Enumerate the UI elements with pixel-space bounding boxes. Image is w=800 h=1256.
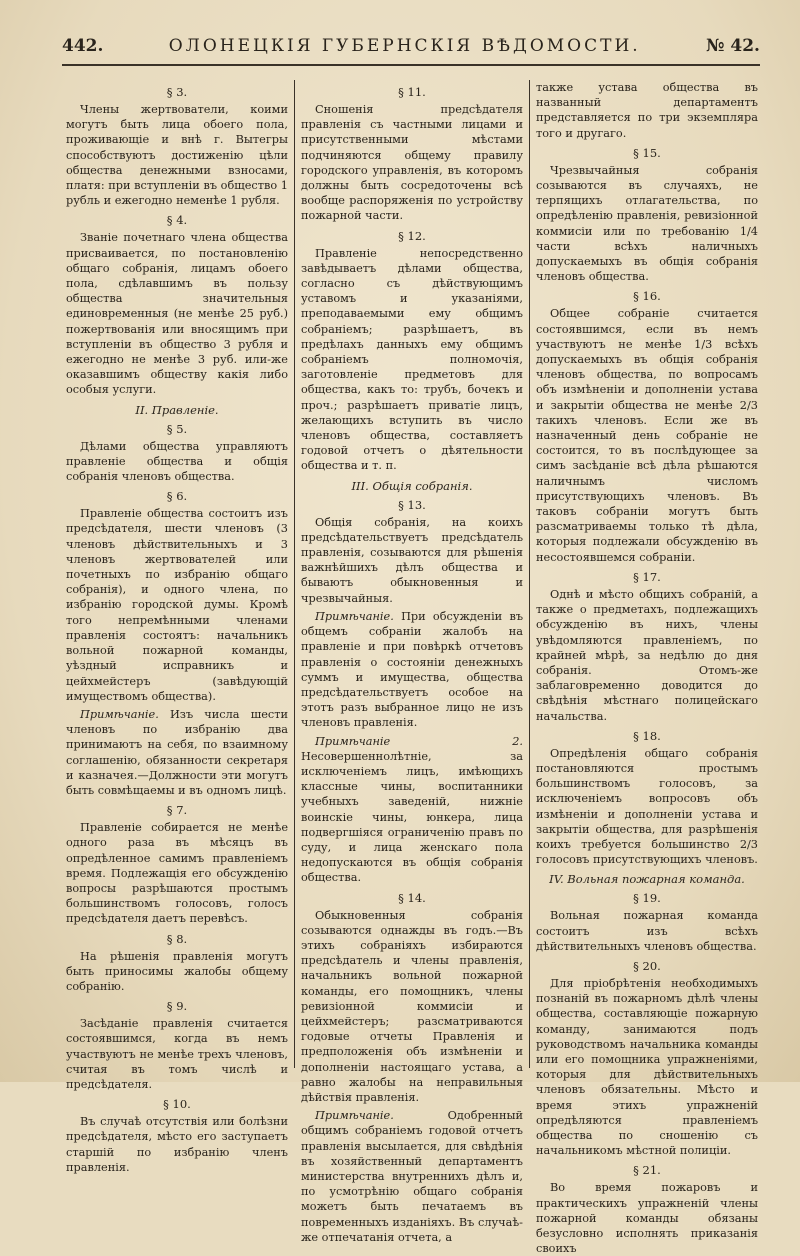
column-2	[294, 80, 529, 1244]
section-number: § 9.	[166, 999, 188, 1014]
paragraph: Въ случаѣ отсутствія или болѣзни предсѣдателя, мѣсто его заступаетъ старшій по избранію членъ правленія.	[66, 1115, 288, 1174]
paragraph: Правленіе общества состоитъ изъ предсѣдателя, шести членовъ (3 членовъ дѣйствительныхъ и 3 членовъ жертвователей или почетныхъ по избранію общаго собранія), и одного члена, по избранію городской думы. Кромѣ того непремѣнными членами правленія состоятъ: начальникъ вольной пожарной команды, уѣздный исправникъ и цейхмейстеръ (завѣдующій имуществомъ общества).	[66, 507, 288, 703]
note-text: Несовершеннолѣтніе, за исключеніемъ лицъ, имѣющихъ классные чины, воспитанники учебныхъ заведеній, нижніе воинскіе чины, юнкера, лица подвергшіяся ограниченію правъ по суду, и лица женскаго пола недопускаются въ общія собранія общества.	[301, 749, 523, 885]
paragraph: Правленіе собирается не менѣе одного раза въ мѣсяцъ въ опредѣленное самимъ правленіемъ время. Подлежащія его обсужденію вопросы разрѣшаются простымъ большинствомъ голосовъ, голосъ предсѣдателя даетъ перевѣсъ.	[66, 821, 288, 926]
paragraph: Званіе почетнаго члена общества присваивается, по постановленію общаго собранія, лицамъ обоего пола, сдѣлавшимъ въ пользу общества значительныя единовременныя (не менѣе 25 руб.) пожертвованія или вносящимъ при вступленіи въ общество 3 рубля и ежегодно не менѣе 3 руб. или-же оказавшимъ обществу какія либо особыя услуги.	[66, 231, 288, 397]
note-text: Изъ числа шести членовъ по избранію два принимаютъ на себя, по взаимному соглашенію, обязанности секретаря и казначея.—Должности эти могутъ быть совмѣщаемы и въ одномъ лицѣ.	[66, 707, 288, 797]
paragraph-continued: также устава общества въ названный департаментъ представляется по три экземпляра того и другаго.	[536, 81, 758, 140]
section-number: § 19.	[633, 891, 661, 906]
issue-number: № 42.	[706, 36, 760, 56]
note-label: Примѣчаніе 2.	[315, 734, 523, 748]
paragraph: Засѣданіе правленія считается состоявшимся, когда въ немъ участвуютъ не менѣе трехъ членовъ, считая въ томъ числѣ и предсѣдателя.	[66, 1017, 288, 1091]
paragraph: Для пріобрѣтенія необходимыхъ познаній въ пожарномъ дѣлѣ члены общества, составляющіе пожарную команду, занимаются подъ руководствомъ начальника команды или его помощника упражненіями, которыя для дѣйствительныхъ членовъ обязательны. Мѣсто и время этихъ упражненій опредѣляются правленіемъ общества по сношенію съ начальникомъ мѣстной полиціи.	[536, 976, 758, 1158]
paragraph: Опредѣленія общаго собранія постановляются простымъ большинствомъ голосовъ, за исключеніемъ вопросовъ объ измѣненіи и дополненіи устава и закрытіи общества, для разрѣшенія коихъ требуется большинство 2/3 голосовъ присутствующихъ членовъ.	[536, 746, 758, 867]
page-number: 442.	[62, 36, 104, 56]
note-text: При обсужденіи въ общемъ собраніи жалобъ на правленіе и при повѣркѣ отчетовъ правленія о состояніи денежныхъ суммъ и имущества, общества предсѣдательствуетъ особое на этотъ разъ выбранное лицо не изъ членовъ правленія.	[301, 609, 524, 730]
section-number: § 4.	[166, 213, 188, 228]
newspaper-title: ОЛОНЕЦКІЯ ГУБЕРНСКІЯ ВѢДОМОСТИ.	[168, 36, 641, 56]
paragraph: На рѣшенія правленія могутъ быть приносимы жалобы общему собранію.	[66, 949, 288, 993]
note-label: Примѣчаніе.	[80, 707, 159, 721]
section-number: § 13.	[398, 497, 426, 512]
note-label: Примѣчаніе.	[315, 1109, 394, 1123]
section-number: § 7.	[166, 803, 188, 818]
note-paragraph	[301, 734, 523, 886]
note-paragraph	[301, 609, 523, 731]
section-number: § 15.	[633, 145, 661, 160]
text-columns	[60, 80, 764, 1256]
section-number: § 10.	[163, 1097, 191, 1112]
paragraph: Обыкновенныя собранія созываются однажды въ годъ.—Въ этихъ собраніяхъ избираются предсѣдатель и члены правленія, начальникъ вольной пожарной команды, его помощникъ, члены ревизіонной коммисіи и цейхмейстеръ; разсматриваются годовые отчеты Правленія и предположенія объ измѣненіи и дополненіи настоящаго устава, а равно жалобы на неправильныя дѣйствія правленія.	[301, 908, 523, 1104]
paragraph: Чрезвычайныя собранія созываются въ случаяхъ, не терпящихъ отлагательства, по опредѣленію правленія, ревизіонной коммисіи или по требованію 1/4 части всѣхъ наличныхъ допускаемыхъ въ общія собранія членовъ общества.	[536, 163, 758, 284]
chapter-heading: II. Правленіе.	[135, 402, 219, 417]
paragraph: Однѣ и мѣсто общихъ собраній, а также о предметахъ, подлежащихъ обсужденію въ нихъ, члены увѣдомляются правленіемъ, по крайней мѣрѣ, за недѣлю до дня собранія. Отомъ-же заблаговременно доводится до свѣдѣнія мѣстнаго полицейскаго начальства.	[536, 587, 758, 723]
section-number: § 12.	[398, 228, 426, 243]
paragraph: Общее собраніе считается состоявшимся, если въ немъ участвуютъ не менѣе 1/3 всѣхъ допускаемыхъ въ общія собранія членовъ общества, по вопросамъ объ измѣненіи и дополненіи устава и закрытіи общества не менѣе 2/3 такихъ членовъ. Если же въ назначенный день собраніе не состоится, то въ послѣдующее за симъ засѣданіе всѣ дѣла рѣшаются наличнымъ числомъ присутствующихъ членовъ. Въ таковъ собраніи могутъ быть разсматриваемы только тѣ дѣла, которыя подлежали обсужденію въ несостоявшемся собраніи.	[536, 307, 758, 564]
section-number: § 21.	[633, 1163, 661, 1178]
section-number: § 6.	[166, 489, 188, 504]
section-number: § 17.	[633, 569, 661, 584]
paragraph: Во время пожаровъ и практическихъ упражненій члены пожарной команды обязаны безусловно исполнять приказанія своихъ	[536, 1181, 758, 1256]
note-paragraph	[66, 707, 288, 798]
chapter-heading: III. Общія собранія.	[351, 478, 473, 493]
paragraph: Сношенія предсѣдателя правленія съ частными лицами и присутственными мѣстами подчиняются общему правилу городского управленія, въ которомъ должны быть сосредоточены всѣ вообще распоряженія по устройству пожарной части.	[301, 103, 523, 223]
section-number: § 18.	[633, 728, 661, 743]
page-header	[62, 36, 760, 66]
chapter-heading: IV. Вольная пожарная команда.	[549, 872, 745, 887]
section-number: § 16.	[633, 289, 661, 304]
column-3	[529, 80, 764, 1256]
section-number: § 11.	[398, 85, 426, 99]
section-number: § 8.	[166, 931, 188, 946]
column-1	[60, 80, 294, 1174]
note-label: Примѣчаніе.	[315, 609, 394, 623]
note-paragraph	[301, 1108, 523, 1245]
paragraph: Правленіе непосредственно завѣдываетъ дѣлами общества, согласно съ дѣйствующимъ уставомъ и указаніями, преподаваемыми ему общимъ собраніемъ; разрѣшаетъ, въ предѣлахъ данныхъ ему общимъ собраніемъ полномочія, заготовленіе предметовъ для общества, какъ то: трубъ, бочекъ и проч.; разрѣшаетъ приватіе лицъ, желающихъ вступить въ число членовъ общества, составляетъ годовой отчетъ о дѣятельности общества и т. п.	[301, 246, 523, 473]
note-text: Одобренный общимъ собраніемъ годовой отчетъ правленія высылается, для свѣдѣнія въ хозяйственный департаментъ министерства внутреннихъ дѣлъ и, по усмотрѣнію общаго собранія можетъ быть печатаемъ въ повременныхъ изданіяхъ. Въ случаѣ-же отпечатанія отчета, а	[301, 1109, 523, 1244]
section-number: § 3.	[166, 85, 188, 99]
section-number: § 20.	[633, 958, 661, 973]
paragraph: Общія собранія, на коихъ предсѣдательствуетъ предсѣдатель правленія, созываются для рѣшенія важнѣйшихъ дѣлъ общества и бываютъ обыкновенныя и чрезвычайныя.	[301, 515, 523, 605]
section-number: § 14.	[398, 890, 426, 905]
paragraph: Вольная пожарная команда состоитъ изъ всѣхъ дѣйствительныхъ членовъ общества.	[536, 909, 758, 953]
paragraph: Члены жертвователи, коими могутъ быть лица обоего пола, проживающіе и внѣ г. Вытегры способствуютъ достиженію цѣли общества денежными взносами, платя: при вступленіи въ общество 1 рубль и ежегодно неменѣе 1 рубля.	[66, 103, 288, 208]
paragraph: Дѣлами общества управляютъ правленіе общества и общія собранія членовъ общества.	[66, 439, 288, 484]
section-number: § 5.	[166, 421, 188, 436]
